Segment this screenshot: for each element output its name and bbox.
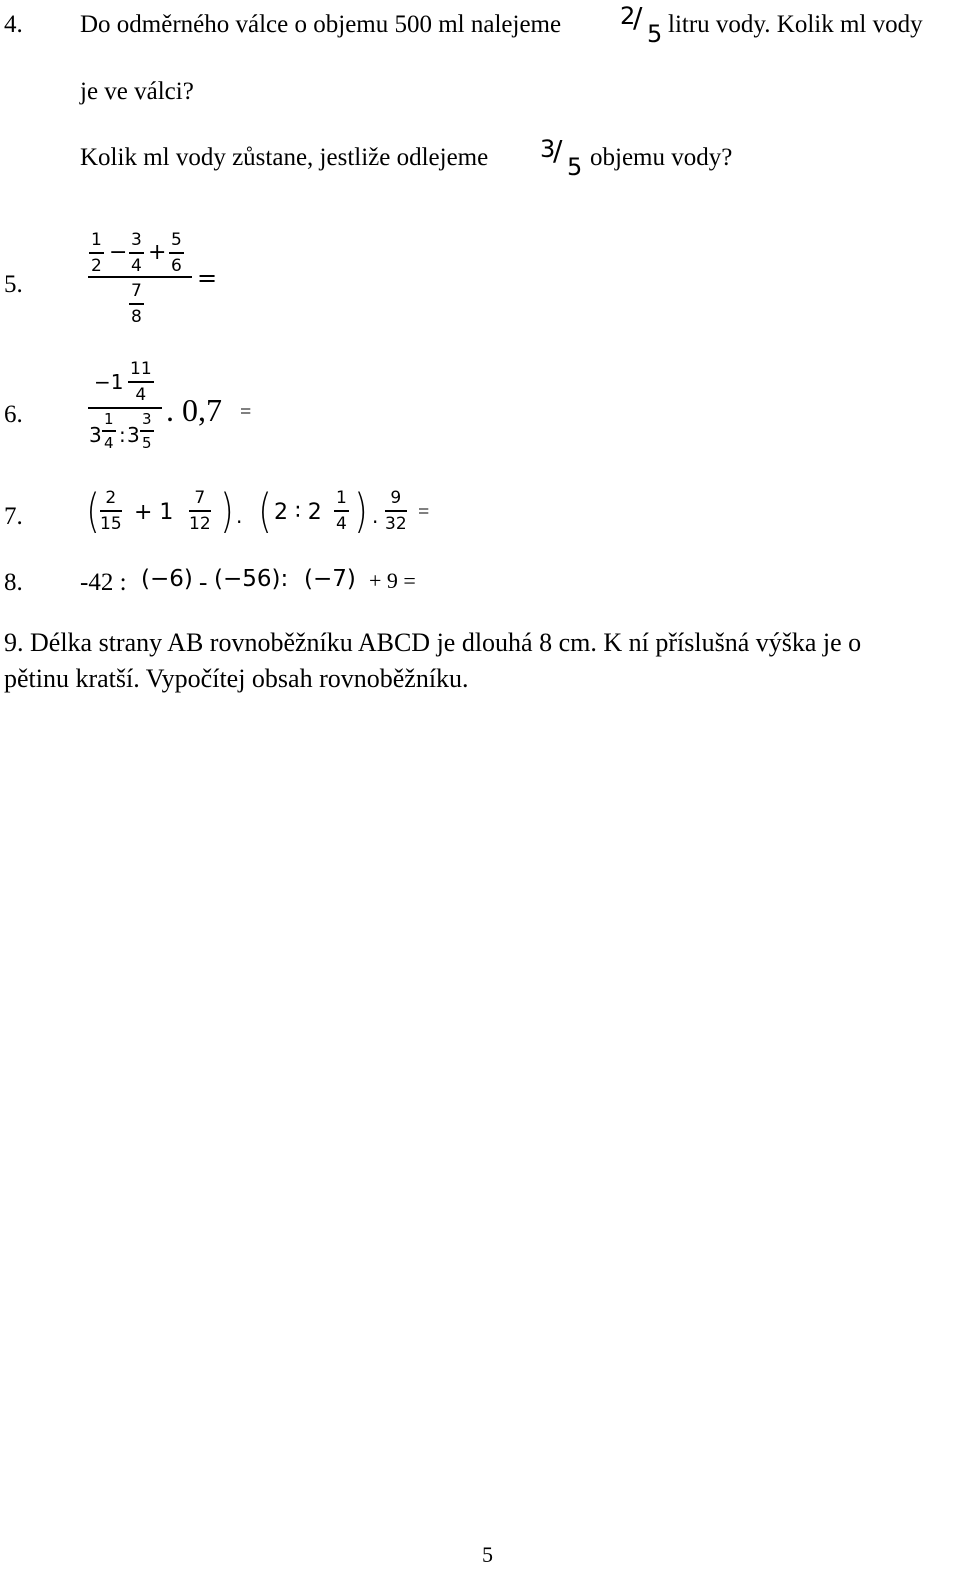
p8-paren-2: (−56):	[214, 566, 289, 592]
p7-close-paren-2: )	[354, 484, 368, 538]
problem-8-number: 8.	[4, 569, 23, 596]
p5-plus: +	[148, 240, 167, 265]
p8-paren-3: (−7)	[304, 566, 356, 592]
p6-top-sign: −1	[94, 370, 124, 394]
problem-4-fraction-slash: /	[633, 1, 643, 34]
p7-close-paren-1: )	[220, 484, 234, 538]
p8-paren-1: (−6)	[141, 566, 193, 592]
problem-4-fraction-num: 2	[620, 2, 636, 30]
problem-4-fraction2-slash: /	[553, 134, 563, 167]
problem-4-fraction2-num: 3	[540, 135, 556, 163]
p5-minus: −	[109, 240, 128, 265]
page-number: 5	[482, 1542, 493, 1567]
p6-bottom-whole-1: 3	[89, 423, 102, 447]
p6-top-fraction: 11 4	[130, 359, 152, 405]
problem-6-number: 6.	[4, 401, 23, 428]
p6-colon: :	[119, 423, 126, 447]
p6-main-fraction-bar	[88, 407, 162, 409]
problem-7-number: 7.	[4, 503, 23, 530]
problem-9-line-2: pětinu kratší. Vypočítej obsah rovnoběžníku.	[4, 664, 469, 693]
p6-bottom-whole-2: 3	[127, 423, 140, 447]
problem-4-fraction2-den: 5	[567, 153, 583, 181]
p6-times-value: . 0,7	[166, 392, 222, 428]
p7-fraction-d: 9 32	[385, 488, 407, 534]
problem-4-number: 4.	[4, 11, 23, 38]
p5-main-fraction-bar	[88, 276, 192, 278]
problem-4-line-3b: objemu vody?	[590, 144, 733, 171]
problem-5-number: 5.	[4, 271, 23, 298]
p8-expr-start: -42 :	[80, 569, 127, 596]
p5-fraction-a: 1 2	[91, 230, 102, 276]
p6-bottom-fraction-1: 1 4	[104, 410, 114, 452]
problem-4-text-b: litru vody. Kolik ml vody	[668, 11, 923, 38]
p7-equals: =	[418, 501, 430, 523]
p6-bottom-fraction-2: 3 5	[142, 410, 152, 452]
p5-equals: =	[197, 264, 218, 292]
p7-dot-2: .	[372, 504, 379, 528]
problem-4-line-2: je ve válci?	[80, 78, 194, 105]
p7-dot-1: .	[236, 504, 243, 528]
p7-open-paren-1: (	[86, 484, 100, 538]
problem-4-fraction-den: 5	[647, 20, 663, 48]
p8-dash: -	[199, 569, 208, 596]
problem-4-line-3a: Kolik ml vody zůstane, jestliže odlejeme	[80, 144, 489, 171]
p6-equals: =	[240, 401, 252, 423]
p5-fraction-b: 3 4	[131, 230, 142, 276]
problem-4-text-a: Do odměrného válce o objemu 500 ml nalejeme	[80, 11, 562, 38]
problem-9-line-1: 9. Délka strany AB rovnoběžníku ABCD je dlouhá 8 cm. K ní příslušná výška je o	[4, 628, 862, 657]
p5-fraction-c: 5 6	[171, 230, 182, 276]
p7-fraction-a: 2 15	[100, 488, 122, 534]
p7-two-div-two: 2 ∶ 2	[274, 500, 322, 525]
p5-fraction-d: 7 8	[131, 281, 142, 327]
p8-rest: + 9 =	[369, 568, 416, 593]
p7-plus-one: + 1	[134, 500, 174, 525]
p7-open-paren-2: (	[258, 484, 272, 538]
p7-fraction-c: 1 4	[336, 488, 347, 534]
p7-fraction-b: 7 12	[189, 488, 211, 534]
